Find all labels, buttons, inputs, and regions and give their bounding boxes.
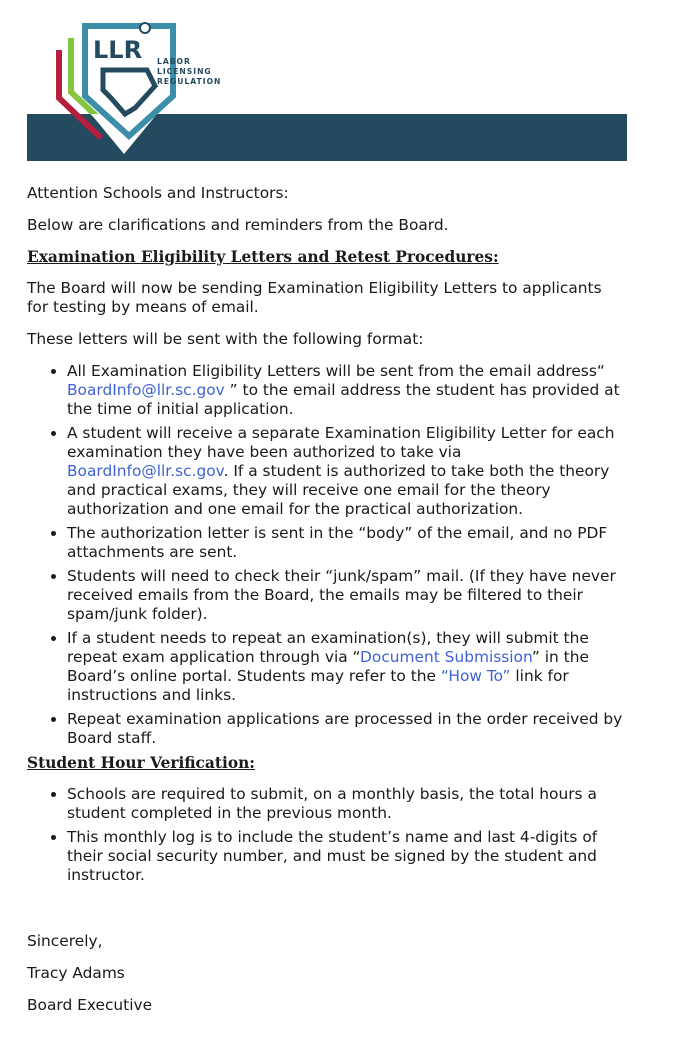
list-item-text: link for instructions and links.	[67, 667, 569, 704]
logo-line-1: LABOR	[157, 57, 191, 66]
email-link[interactable]: BoardInfo@llr.sc.gov	[67, 381, 225, 399]
list-item-text: All Examination Eligibility Letters will be sent from the email address“	[67, 362, 605, 380]
llr-logo-icon	[51, 20, 231, 160]
greeting: Attention Schools and Instructors:	[27, 184, 289, 202]
list-item-text: ” in the Board’s online portal. Students may refer to the	[67, 648, 589, 685]
signoff	[27, 932, 627, 1015]
list-item-text: . If a student is authorized to take both the theory and practical exams, they will receive one email for the theory authorization and one email for the practical authorization.	[67, 462, 610, 518]
intro-text: Below are clarifications and reminders from the Board.	[27, 216, 449, 234]
list-item	[67, 424, 627, 519]
list-item: • Students will need to check their “junk/spam” mail. (If they have never received emails from the Board, the emails may be filtered to their spam/junk folder).	[67, 567, 627, 624]
eligibility-paragraph-1: The Board will now be sending Examination Eligibility Letters to applicants for testing by means of email.	[27, 279, 602, 316]
list-item: • The authorization letter is sent in the “body” of the email, and no PDF attachments are sent.	[67, 524, 627, 562]
eligibility-list	[27, 362, 627, 748]
email-header	[27, 0, 627, 165]
section-heading-hours: Student Hour Verification:	[27, 754, 255, 772]
list-item: • Repeat examination applications are processed in the order received by Board staff.	[67, 710, 627, 748]
signer-title: Board Executive	[27, 996, 153, 1014]
eligibility-paragraph-2: These letters will be sent with the following format:	[27, 330, 424, 348]
list-item-text: A student will receive a separate Examination Eligibility Letter for each examination they have been authorized to take via	[67, 424, 615, 461]
closing: Sincerely,	[27, 932, 103, 950]
email-body	[27, 184, 627, 1028]
list-item	[67, 362, 627, 419]
email-link[interactable]: BoardInfo@llr.sc.gov	[67, 462, 224, 480]
section-heading-eligibility: Examination Eligibility Letters and Retest Procedures:	[27, 248, 499, 266]
hours-list	[27, 785, 627, 885]
list-item: • Schools are required to submit, on a monthly basis, the total hours a student completed in the previous month.	[67, 785, 627, 823]
list-item-text: If a student needs to repeat an examination(s), they will submit the repeat exam application through via “	[67, 629, 589, 666]
how-to-link[interactable]: “How To”	[440, 667, 511, 685]
logo-abbr: LLR	[93, 36, 143, 64]
document-submission-link[interactable]: Document Submission	[360, 648, 532, 666]
list-item: • This monthly log is to include the student’s name and last 4-digits of their social security number, and must be signed by the student and instructor.	[67, 828, 627, 885]
list-item	[67, 629, 627, 705]
logo-line-3: REGULATION	[157, 77, 222, 86]
signer-name: Tracy Adams	[27, 964, 125, 982]
list-item-text: ” to the email address the student has provided at the time of initial application.	[67, 381, 620, 418]
logo-wordmark	[157, 57, 221, 87]
logo-line-2: LICENSING	[157, 67, 212, 76]
